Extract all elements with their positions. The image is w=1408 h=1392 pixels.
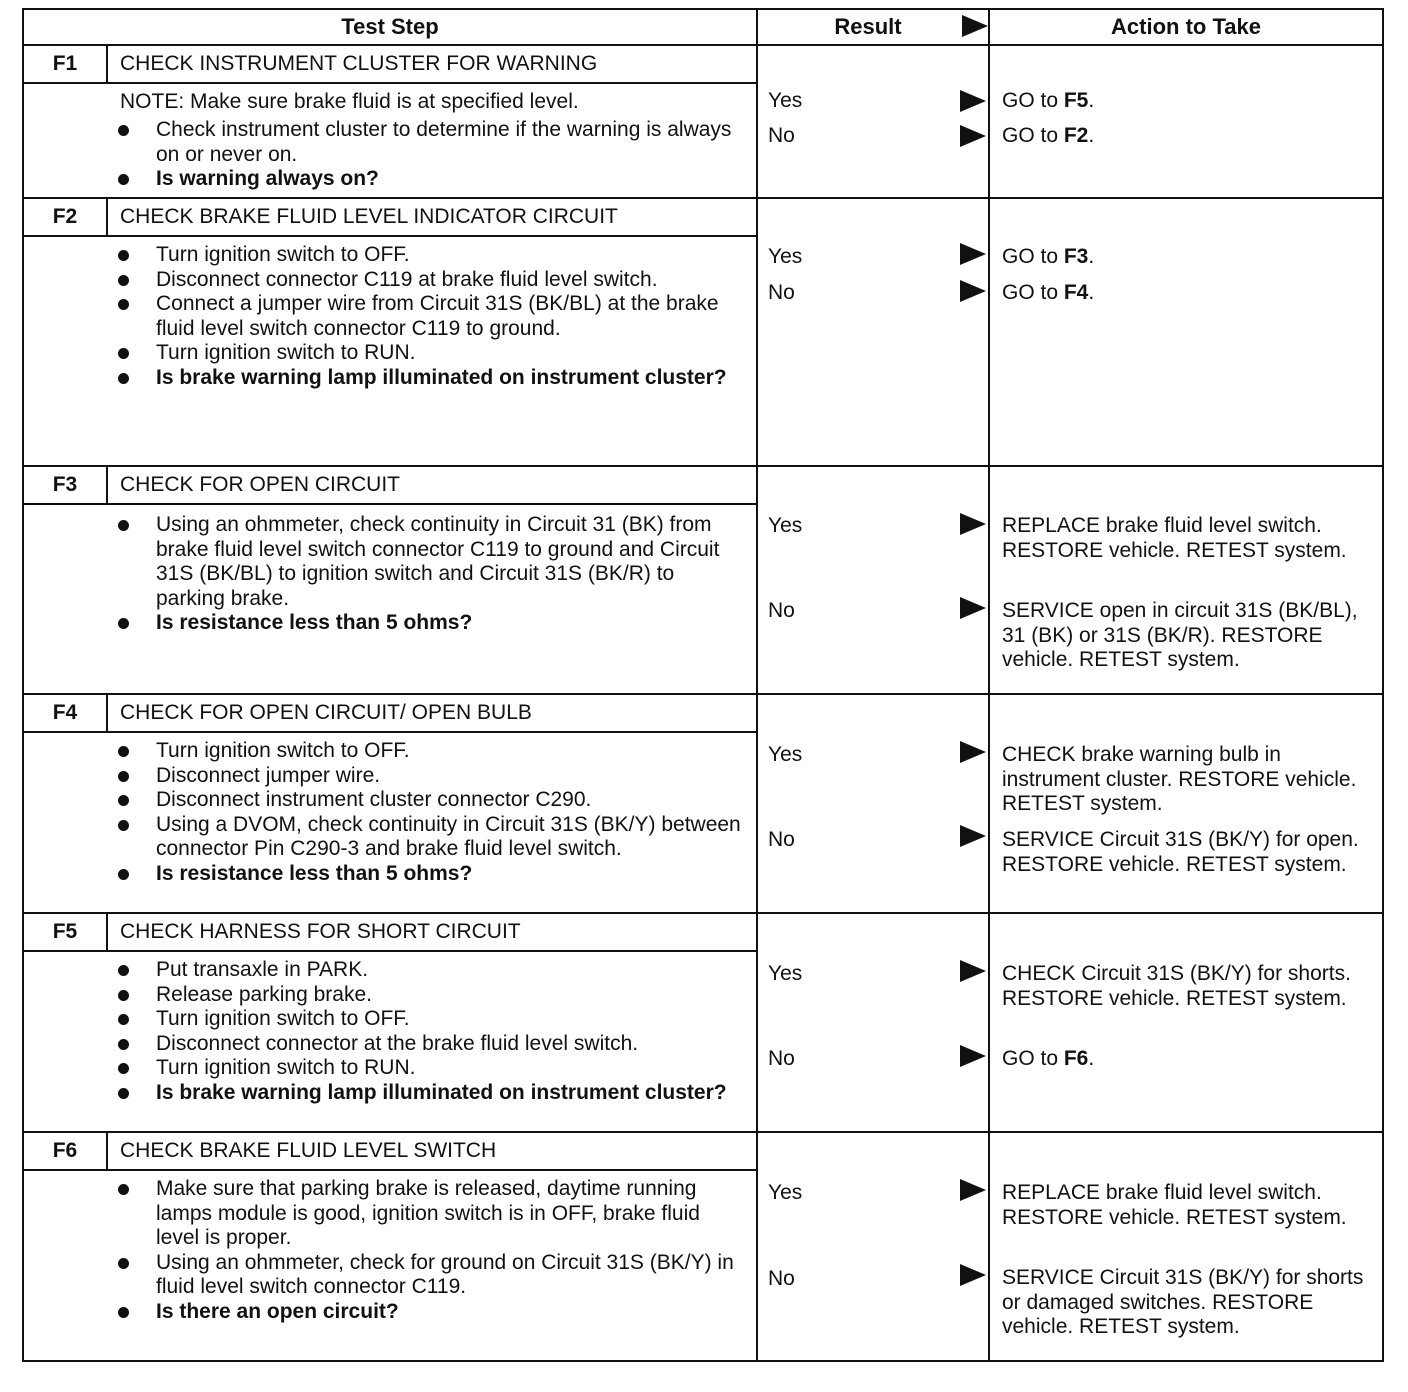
step-title: CHECK FOR OPEN CIRCUIT — [120, 473, 401, 496]
yes-arrow-icon — [960, 243, 986, 265]
step-bullets — [114, 243, 744, 390]
title-divider — [24, 503, 756, 505]
result-no: No — [768, 1267, 795, 1290]
step-bullets — [114, 958, 744, 1105]
bullet-item: Disconnect instrument cluster connector C290. — [114, 788, 744, 813]
action-yes: GO to F5. — [1002, 89, 1095, 112]
bullet-item: Connect a jumper wire from Circuit 31S (BK/BL) at the brake fluid level switch connector C119 to ground. — [114, 292, 744, 341]
id-divider — [106, 1133, 108, 1169]
bullet-item: Disconnect connector C119 at brake fluid level switch. — [114, 268, 744, 293]
step-question: Is brake warning lamp illuminated on instrument cluster? — [114, 366, 744, 391]
title-divider — [24, 235, 756, 237]
step-f3 — [24, 467, 1382, 693]
step-f6 — [24, 1133, 1382, 1360]
yes-arrow-icon — [960, 741, 986, 763]
step-note: NOTE: Make sure brake fluid is at specified level. — [120, 90, 579, 113]
no-arrow-icon — [960, 125, 986, 147]
action-yes: REPLACE brake fluid level switch. RESTORE vehicle. RETEST system. — [1002, 514, 1347, 562]
step-title: CHECK HARNESS FOR SHORT CIRCUIT — [120, 920, 521, 943]
step-f4 — [24, 695, 1382, 912]
yes-arrow-icon — [960, 1179, 986, 1201]
result-no: No — [768, 599, 795, 622]
step-id: F4 — [52, 701, 78, 724]
action-yes: CHECK brake warning bulb in instrument cluster. RESTORE vehicle. RETEST system. — [1002, 743, 1357, 815]
result-no: No — [768, 1047, 795, 1070]
result-yes: Yes — [768, 245, 803, 268]
action-no: GO to F2. — [1002, 124, 1095, 147]
bullet-item: Using a DVOM, check continuity in Circuit 31S (BK/Y) between connector Pin C290-3 and brake fluid level switch. — [114, 813, 744, 862]
result-no: No — [768, 281, 795, 304]
bullet-item: Make sure that parking brake is released, daytime running lamps module is good, ignition switch is in OFF, brake fluid level is proper. — [114, 1177, 744, 1251]
header-arrow-icon — [962, 15, 988, 37]
id-divider — [106, 467, 108, 503]
header-test-step: Test Step — [341, 14, 439, 39]
bullet-item: Using an ohmmeter, check for ground on Circuit 31S (BK/Y) in fluid level switch connector C119. — [114, 1251, 744, 1300]
step-id: F3 — [52, 473, 78, 496]
no-arrow-icon — [960, 280, 986, 302]
title-divider — [24, 1169, 756, 1171]
step-title: CHECK BRAKE FLUID LEVEL INDICATOR CIRCUIT — [120, 205, 618, 228]
step-title: CHECK BRAKE FLUID LEVEL SWITCH — [120, 1139, 497, 1162]
id-divider — [106, 46, 108, 82]
id-divider — [106, 695, 108, 731]
result-yes: Yes — [768, 743, 803, 766]
no-arrow-icon — [960, 825, 986, 847]
action-no: SERVICE open in circuit 31S (BK/BL), 31 (BK) or 31S (BK/R). RESTORE vehicle. RETEST system. — [1002, 599, 1358, 671]
result-yes: Yes — [768, 89, 803, 112]
step-f5 — [24, 914, 1382, 1131]
result-no: No — [768, 828, 795, 851]
action-yes: GO to F3. — [1002, 245, 1095, 268]
bullet-item: Put transaxle in PARK. — [114, 958, 744, 983]
header-action: Action to Take — [1111, 14, 1261, 39]
no-arrow-icon — [960, 1264, 986, 1286]
result-yes: Yes — [768, 1181, 803, 1204]
action-yes: CHECK Circuit 31S (BK/Y) for shorts. RESTORE vehicle. RETEST system. — [1002, 962, 1351, 1010]
action-yes: REPLACE brake fluid level switch. RESTORE vehicle. RETEST system. — [1002, 1181, 1347, 1229]
step-id: F5 — [52, 920, 78, 943]
bullet-item: Release parking brake. — [114, 983, 744, 1008]
step-question: Is resistance less than 5 ohms? — [114, 862, 744, 887]
title-divider — [24, 82, 756, 84]
step-id: F1 — [52, 52, 78, 75]
step-question: Is brake warning lamp illuminated on instrument cluster? — [114, 1081, 744, 1106]
bullet-item: Disconnect jumper wire. — [114, 764, 744, 789]
no-arrow-icon — [960, 1045, 986, 1067]
result-no: No — [768, 124, 795, 147]
step-title: CHECK FOR OPEN CIRCUIT/ OPEN BULB — [120, 701, 532, 724]
id-divider — [106, 199, 108, 235]
id-divider — [106, 914, 108, 950]
yes-arrow-icon — [960, 960, 986, 982]
step-question: Is warning always on? — [114, 167, 744, 192]
result-yes: Yes — [768, 514, 803, 537]
header-result: Result — [834, 14, 902, 39]
yes-arrow-icon — [960, 513, 986, 535]
bullet-item: Using an ohmmeter, check continuity in Circuit 31 (BK) from brake fluid level switch connector C119 to ground and Circuit 31S (BK/BL) to ignition switch and Circuit 31S (BK/R) to parking brake. — [114, 513, 744, 611]
step-id: F6 — [52, 1139, 78, 1162]
title-divider — [24, 731, 756, 733]
action-no: GO to F6. — [1002, 1047, 1095, 1070]
title-divider — [24, 950, 756, 952]
step-question: Is resistance less than 5 ohms? — [114, 611, 744, 636]
step-question: Is there an open circuit? — [114, 1300, 744, 1325]
action-no: GO to F4. — [1002, 281, 1095, 304]
bullet-item: Check instrument cluster to determine if the warning is always on or never on. — [114, 118, 744, 167]
action-no: SERVICE Circuit 31S (BK/Y) for open. RESTORE vehicle. RETEST system. — [1002, 828, 1359, 876]
step-bullets — [114, 739, 744, 886]
bullet-item: Turn ignition switch to OFF. — [114, 739, 744, 764]
step-id: F2 — [52, 205, 78, 228]
step-bullets — [114, 118, 744, 192]
bullet-item: Disconnect connector at the brake fluid level switch. — [114, 1032, 744, 1057]
step-title: CHECK INSTRUMENT CLUSTER FOR WARNING — [120, 52, 598, 75]
step-bullets — [114, 513, 744, 636]
step-f2 — [24, 199, 1382, 465]
result-yes: Yes — [768, 962, 803, 985]
diagnostic-table — [22, 8, 1384, 1362]
yes-arrow-icon — [960, 90, 986, 112]
step-bullets — [114, 1177, 744, 1324]
bullet-item: Turn ignition switch to OFF. — [114, 243, 744, 268]
no-arrow-icon — [960, 597, 986, 619]
action-no: SERVICE Circuit 31S (BK/Y) for shorts or damaged switches. RESTORE vehicle. RETEST system. — [1002, 1266, 1364, 1338]
bullet-item: Turn ignition switch to RUN. — [114, 1056, 744, 1081]
bullet-item: Turn ignition switch to RUN. — [114, 341, 744, 366]
step-f1 — [24, 46, 1382, 197]
bullet-item: Turn ignition switch to OFF. — [114, 1007, 744, 1032]
